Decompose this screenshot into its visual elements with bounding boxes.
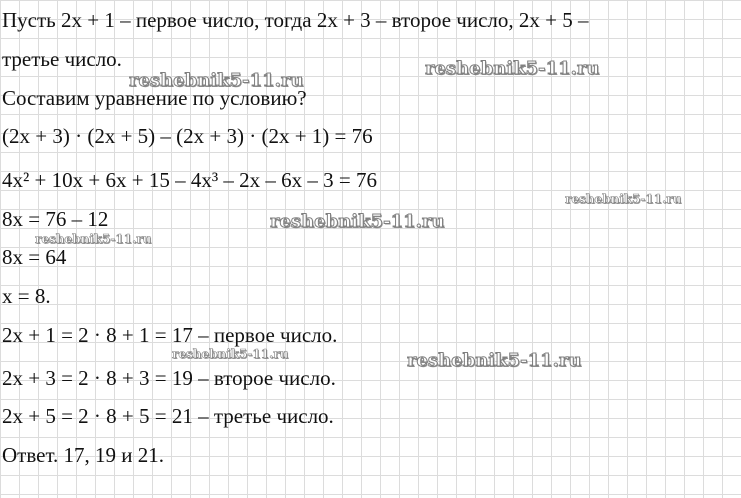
- equation-line-4: 8x = 64: [2, 245, 67, 269]
- text-line-1: Пусть 2x + 1 – первое число, тогда 2x + 3 – второе число, 2x + 5 –: [2, 8, 589, 32]
- answer-line: Ответ. 17, 19 и 21.: [2, 443, 165, 467]
- watermark: reshebnik5-11.ru: [129, 70, 304, 91]
- watermark: reshebnik5-11.ru: [407, 350, 582, 371]
- result-line-2: 2x + 3 = 2 · 8 + 3 = 19 – второе число.: [2, 366, 336, 390]
- text-line-2: третье число.: [2, 47, 122, 71]
- watermark: reshebnik5-11.ru: [172, 347, 289, 361]
- watermark: reshebnik5-11.ru: [35, 232, 152, 246]
- text-line-3: Составим уравнение по условию?: [2, 86, 307, 110]
- equation-line-3: 8x = 76 – 12: [2, 207, 109, 231]
- equation-line-2: 4x² + 10x + 6x + 15 – 4x³ – 2x – 6x – 3 = 76: [2, 168, 377, 192]
- result-line-3: 2x + 5 = 2 · 8 + 5 = 21 – третье число.: [2, 404, 334, 428]
- watermark: reshebnik5-11.ru: [270, 211, 445, 232]
- equation-line-5: x = 8.: [2, 284, 51, 308]
- watermark: reshebnik5-11.ru: [565, 192, 682, 206]
- result-line-1: 2x + 1 = 2 · 8 + 1 = 17 – первое число.: [2, 323, 338, 347]
- watermark: reshebnik5-11.ru: [425, 58, 600, 79]
- equation-line-1: (2x + 3) · (2x + 5) – (2x + 3) · (2x + 1) = 76: [2, 124, 373, 148]
